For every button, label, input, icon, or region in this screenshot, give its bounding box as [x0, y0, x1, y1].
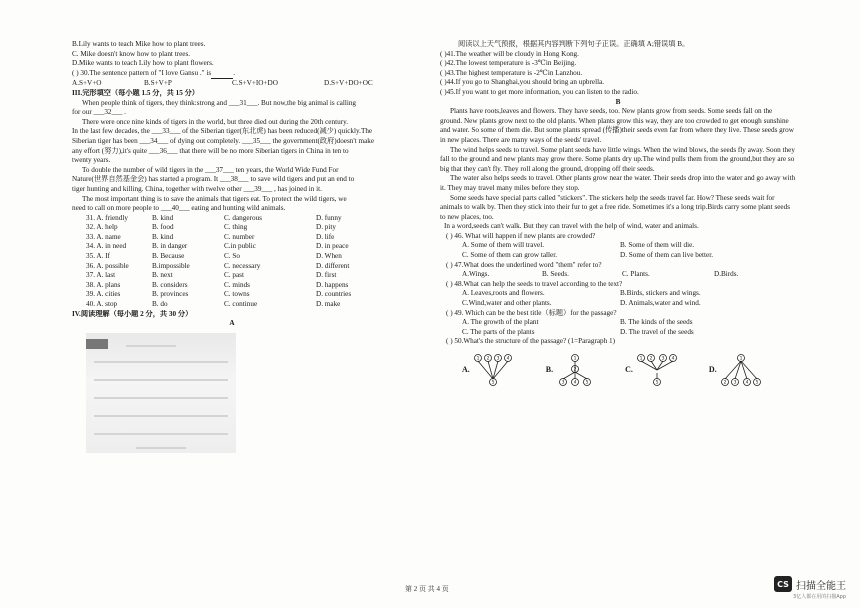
diagram-a-graphic — [472, 353, 516, 387]
cloze-line-1: When people think of tigers, they think:strong and ___31___. But now,the big animal is calling — [82, 98, 357, 107]
cloze-option-d: D. make — [316, 300, 341, 309]
tf-item-42: ( )42.The lowest temperature is -3℃in Beijing. — [440, 59, 577, 68]
q30-option-b: B.S+V+P — [144, 79, 172, 88]
cloze-options-table — [72, 214, 396, 310]
svg-text:3: 3 — [661, 356, 665, 362]
image-line — [94, 415, 228, 417]
cloze-option-b: B. provinces — [152, 290, 189, 299]
svg-text:5: 5 — [655, 380, 659, 386]
option-b: B. Some of them will die. — [620, 241, 695, 250]
cloze-option-b: B.impossible — [152, 261, 190, 270]
q30-options — [72, 79, 420, 89]
diagram-b-label: B. — [545, 365, 554, 375]
image-line — [94, 361, 228, 363]
question-49 — [440, 309, 796, 338]
tf-instruction: 阅读以上天气预报，根据其内容判断下列句子正误。正确填 A;错误填 B。 — [458, 40, 690, 48]
cloze-option-b: B. considers — [152, 280, 188, 289]
cloze-option-b: B. food — [152, 223, 174, 232]
cloze-option-b: B. kind — [152, 213, 174, 222]
question-48 — [440, 280, 796, 309]
cloze-option-row — [72, 271, 396, 281]
tf-item-45: ( )45.If you want to get more information, you can listen to the radio. — [440, 87, 639, 96]
svg-text:5: 5 — [755, 380, 759, 386]
q29-option-c: C. Mike doesn't know how to plant trees. — [72, 49, 191, 58]
cloze-line-5: Siberian tiger has been ___34___ of dying out completely. ___35___ the government(政府)doesn't make — [72, 136, 375, 145]
diagram-c — [625, 353, 679, 387]
question-46-options — [440, 251, 796, 261]
cloze-option-d: D. life — [316, 232, 335, 241]
cloze-option-row — [72, 281, 396, 291]
cloze-option-c: C. dangerous — [224, 213, 262, 222]
cloze-option-row — [72, 214, 396, 224]
option-a: A. Leaves,roots and flowers. — [462, 289, 545, 298]
tf-item-41: ( )41.The weather will be cloudy in Hong Kong. — [440, 49, 579, 58]
cloze-option-c: C. number — [224, 232, 255, 241]
cloze-option-a: 33. A. name — [86, 232, 121, 241]
cloze-option-c: C. continue — [224, 300, 258, 309]
diagram-b-graphic — [555, 353, 595, 387]
diagram-a-label: A. — [462, 365, 470, 375]
cloze-option-b: B. in danger — [152, 242, 188, 251]
structure-diagrams — [462, 353, 796, 387]
cloze-option-d: D. in peace — [316, 242, 349, 251]
page-number: 第 2 页 共 4 页 — [405, 585, 449, 593]
q30-stem: ( ) 30.The sentence pattern of "I love Gansu ." is . — [72, 69, 420, 80]
option-c: C. The parts of the plants — [462, 327, 535, 336]
question-48-stem: ( ) 48.What can help the seeds to travel according to the text? — [446, 279, 623, 288]
cloze-option-b: B. kind — [152, 232, 174, 241]
cloze-option-a: 36. A. possible — [86, 261, 129, 270]
option-a: A. Some of them will travel. — [462, 241, 545, 250]
cloze-option-row — [72, 223, 396, 233]
option-b: B.Birds, stickers and wings. — [620, 289, 701, 298]
cloze-option-c: C. necessary — [224, 261, 261, 270]
diagram-c-label: C. — [625, 365, 633, 375]
image-line — [94, 433, 228, 435]
cloze-line-2: for our ___32___ . — [72, 108, 126, 117]
svg-text:1: 1 — [476, 356, 480, 362]
cloze-option-a: 40. A. stop — [86, 300, 118, 309]
cloze-option-a: 32. A. help — [86, 223, 118, 232]
cloze-line-4: In the last few decades, the ___33___ of the Siberian tiger(东北虎) has been reduced(减少) quickly.The — [72, 127, 373, 136]
passage-b-paragraph-4: Some seeds have special parts called "stickers". The stickers help the seeds travel far. How? These seeds wait for animals to walk by. Then they stick into their fur to get a free ride. Sometimes it's a long trip.Birds carry some plant seeds to new places, too. — [440, 193, 791, 221]
cloze-option-c: C. minds — [224, 280, 250, 289]
cloze-line-7: twenty years. — [72, 156, 111, 165]
question-46-options — [440, 241, 796, 251]
svg-text:3: 3 — [496, 356, 500, 362]
passage-b-paragraph-1: Plants have roots,leaves and flowers. They have seeds, too. New plants grow from seeds. Some seeds fall on the ground. New plants grow next to the old plants. When plants grow this way, they are too crowded to get enough sunshine and water. So some of them die. But some plants spread (传播)their seeds even far from where they live. These seeds grow in new places. There are many ways of the seeds' travel. — [440, 107, 794, 144]
cloze-option-c: C. So — [224, 252, 240, 261]
question-50-stem: ( ) 50.What's the structure of the passage? (1=Paragraph 1) — [446, 337, 616, 346]
svg-text:1: 1 — [639, 356, 643, 362]
question-47-options — [440, 270, 796, 280]
svg-text:4: 4 — [573, 380, 577, 386]
option-c: C.Wind,water and other plants. — [462, 299, 552, 308]
q30-text: ( ) 30.The sentence pattern of "I love Gansu ." is — [72, 68, 212, 77]
svg-text:2: 2 — [486, 356, 490, 362]
cloze-line-6: any effort (努力),it's quite ___36___ that there will be no more Siberian tigers in China in ten to — [72, 146, 349, 155]
cloze-line-12: need to call on more people to ___40___ eating and hunting wild animals. — [72, 204, 286, 213]
cloze-option-d: D. countries — [316, 290, 352, 299]
cloze-option-row — [72, 242, 396, 252]
weather-report-image — [86, 333, 236, 453]
cloze-option-a: 38. A. plans — [86, 280, 121, 289]
svg-text:2: 2 — [723, 380, 727, 386]
svg-text:4: 4 — [745, 380, 749, 386]
option-a: A.Wings. — [462, 270, 490, 279]
question-46-stem: ( ) 46. What will happen if new plants are crowded? — [446, 231, 596, 240]
svg-text:1: 1 — [739, 356, 743, 362]
tf-item-43: ( )43.The highest temperature is -2℃in Lanzhou. — [440, 68, 583, 77]
diagram-c-graphic — [635, 353, 679, 387]
diagram-d — [709, 353, 763, 387]
q29-option-b: B.Lily wants to teach Mike how to plant trees. — [72, 40, 206, 48]
svg-text:3: 3 — [733, 380, 737, 386]
question-48-options — [440, 289, 796, 299]
cloze-option-row — [72, 300, 396, 310]
option-d: D. Animals,water and wind. — [620, 299, 701, 308]
question-49-stem: ( ) 49. Which can be the best title（标题）for the passage? — [446, 308, 617, 317]
svg-text:4: 4 — [671, 356, 675, 362]
question-47-stem: ( ) 47.What does the underlined word "them" refer to? — [446, 260, 602, 269]
option-c: C. Plants. — [622, 270, 650, 279]
section4-title: IV.阅读理解（每小题 2 分，共 30 分） — [72, 309, 193, 318]
svg-text:5: 5 — [585, 380, 589, 386]
diagram-a — [462, 353, 516, 387]
option-b: B. Seeds. — [542, 270, 569, 279]
passage-b-paragraph-5: In a word,seeds can't walk. But they can travel with the help of wind, water and animals. — [444, 222, 699, 231]
image-line — [136, 447, 186, 449]
cloze-option-a: 31. A. friendly — [86, 213, 128, 222]
option-d: D. The travel of the seeds — [620, 327, 694, 336]
image-line — [94, 379, 228, 381]
q30-option-c: C.S+V+IO+DO — [232, 79, 278, 88]
cloze-option-row — [72, 233, 396, 243]
svg-text:5: 5 — [491, 380, 495, 386]
cloze-option-d: D. pity — [316, 223, 336, 232]
cloze-option-a: 35. A. If — [86, 252, 110, 261]
cloze-option-b: B. Because — [152, 252, 185, 261]
svg-text:3: 3 — [561, 380, 565, 386]
cloze-option-row — [72, 252, 396, 262]
q30-option-d: D.S+V+DO+OC — [324, 79, 373, 88]
option-b: B. The kinds of the seeds — [620, 318, 693, 327]
passage-b-paragraph-2: The wind helps seeds to travel. Some plant seeds have little wings. When the wind blows, the seeds fly away. Soon they fall to the ground and new plants may grow there. Some plants dry up.The wind pulls them from the ground,but they are so big that they can't fly. They roll along the ground, dropping off their seeds. — [440, 145, 795, 173]
cloze-option-d: D. funny — [316, 213, 342, 222]
cloze-option-a: 39. A. cities — [86, 290, 121, 299]
option-c: C. Some of them can grow taller. — [462, 251, 558, 260]
scanner-tagline: 3亿人都在用的扫描App — [793, 594, 846, 600]
cloze-option-c: C. past — [224, 271, 244, 280]
passage-b-label: B — [615, 97, 621, 106]
question-49-options — [440, 318, 796, 328]
camscanner-logo-icon: CS — [774, 576, 792, 592]
cloze-option-a: 34. A. in need — [86, 242, 127, 251]
cloze-option-b: B. next — [152, 271, 173, 280]
image-dark-corner — [86, 339, 108, 349]
cloze-option-a: 37. A. last — [86, 271, 116, 280]
image-line — [126, 345, 176, 347]
diagram-d-graphic — [719, 353, 763, 387]
cloze-option-d: D. When — [316, 252, 342, 261]
cloze-line-10: tiger hunting and killing. China, together with twelve other ___39___ , has joined in it. — [72, 184, 322, 193]
cloze-option-row — [72, 262, 396, 272]
q30-answer-blank — [211, 69, 233, 80]
passage-b-paragraph-3: The water also helps seeds to travel. Other plants grow near the water. Their seeds drop into the water and go away with it. They may travel many miles before they stop. — [440, 174, 796, 192]
svg-text:2: 2 — [573, 367, 577, 373]
question-46 — [440, 232, 796, 261]
option-a: A. The growth of the plant — [462, 318, 539, 327]
svg-text:1: 1 — [573, 356, 577, 362]
cloze-line-3: There were once nine kinds of tigers in the world, but three died out during the 20th century. — [82, 117, 348, 126]
diagram-b — [546, 353, 595, 387]
cloze-line-9: Nature(世界自然基金会) has started a program. It ___38___ to save wild tigers and put an end to — [72, 175, 355, 184]
question-47 — [440, 261, 796, 280]
cloze-option-c: C.in public — [224, 242, 256, 251]
tf-item-44: ( )44.If you go to Shanghai,you should bring an upbrella. — [440, 78, 605, 87]
scanner-watermark — [774, 576, 846, 600]
passage-a-label: A — [229, 319, 235, 328]
cloze-option-c: C. towns — [224, 290, 250, 299]
cloze-option-d: D. first — [316, 271, 337, 280]
option-d: D.Birds. — [714, 270, 739, 279]
cloze-option-d: D. different — [316, 261, 350, 270]
section3-title: III.完形填空（每小题 1.5 分，共 15 分） — [72, 88, 199, 97]
q30-option-a: A.S+V+O — [72, 79, 102, 88]
question-48-options — [440, 299, 796, 309]
svg-text:2: 2 — [649, 356, 653, 362]
left-column — [72, 40, 420, 453]
cloze-option-b: B. do — [152, 300, 168, 309]
image-line — [94, 397, 228, 399]
cloze-option-c: C. thing — [224, 223, 248, 232]
q29-option-d: D.Mike wants to teach Lily how to plant flowers. — [72, 59, 214, 68]
cloze-line-8: To double the number of wild tigers in the ___37___ ten years, the World Wide Fund For — [82, 165, 339, 174]
svg-text:4: 4 — [506, 356, 510, 362]
right-column — [440, 40, 796, 387]
diagram-d-label: D. — [708, 365, 717, 375]
cloze-option-row — [72, 290, 396, 300]
scanner-app-name: 扫描全能王 — [796, 580, 846, 592]
cloze-line-11: The most important thing is to save the animals that tigers eat. To protect the wild tigers, we — [82, 194, 347, 203]
question-49-options — [440, 328, 796, 338]
option-d: D. Some of them can live better. — [620, 251, 714, 260]
cloze-option-d: D. happens — [316, 280, 349, 289]
